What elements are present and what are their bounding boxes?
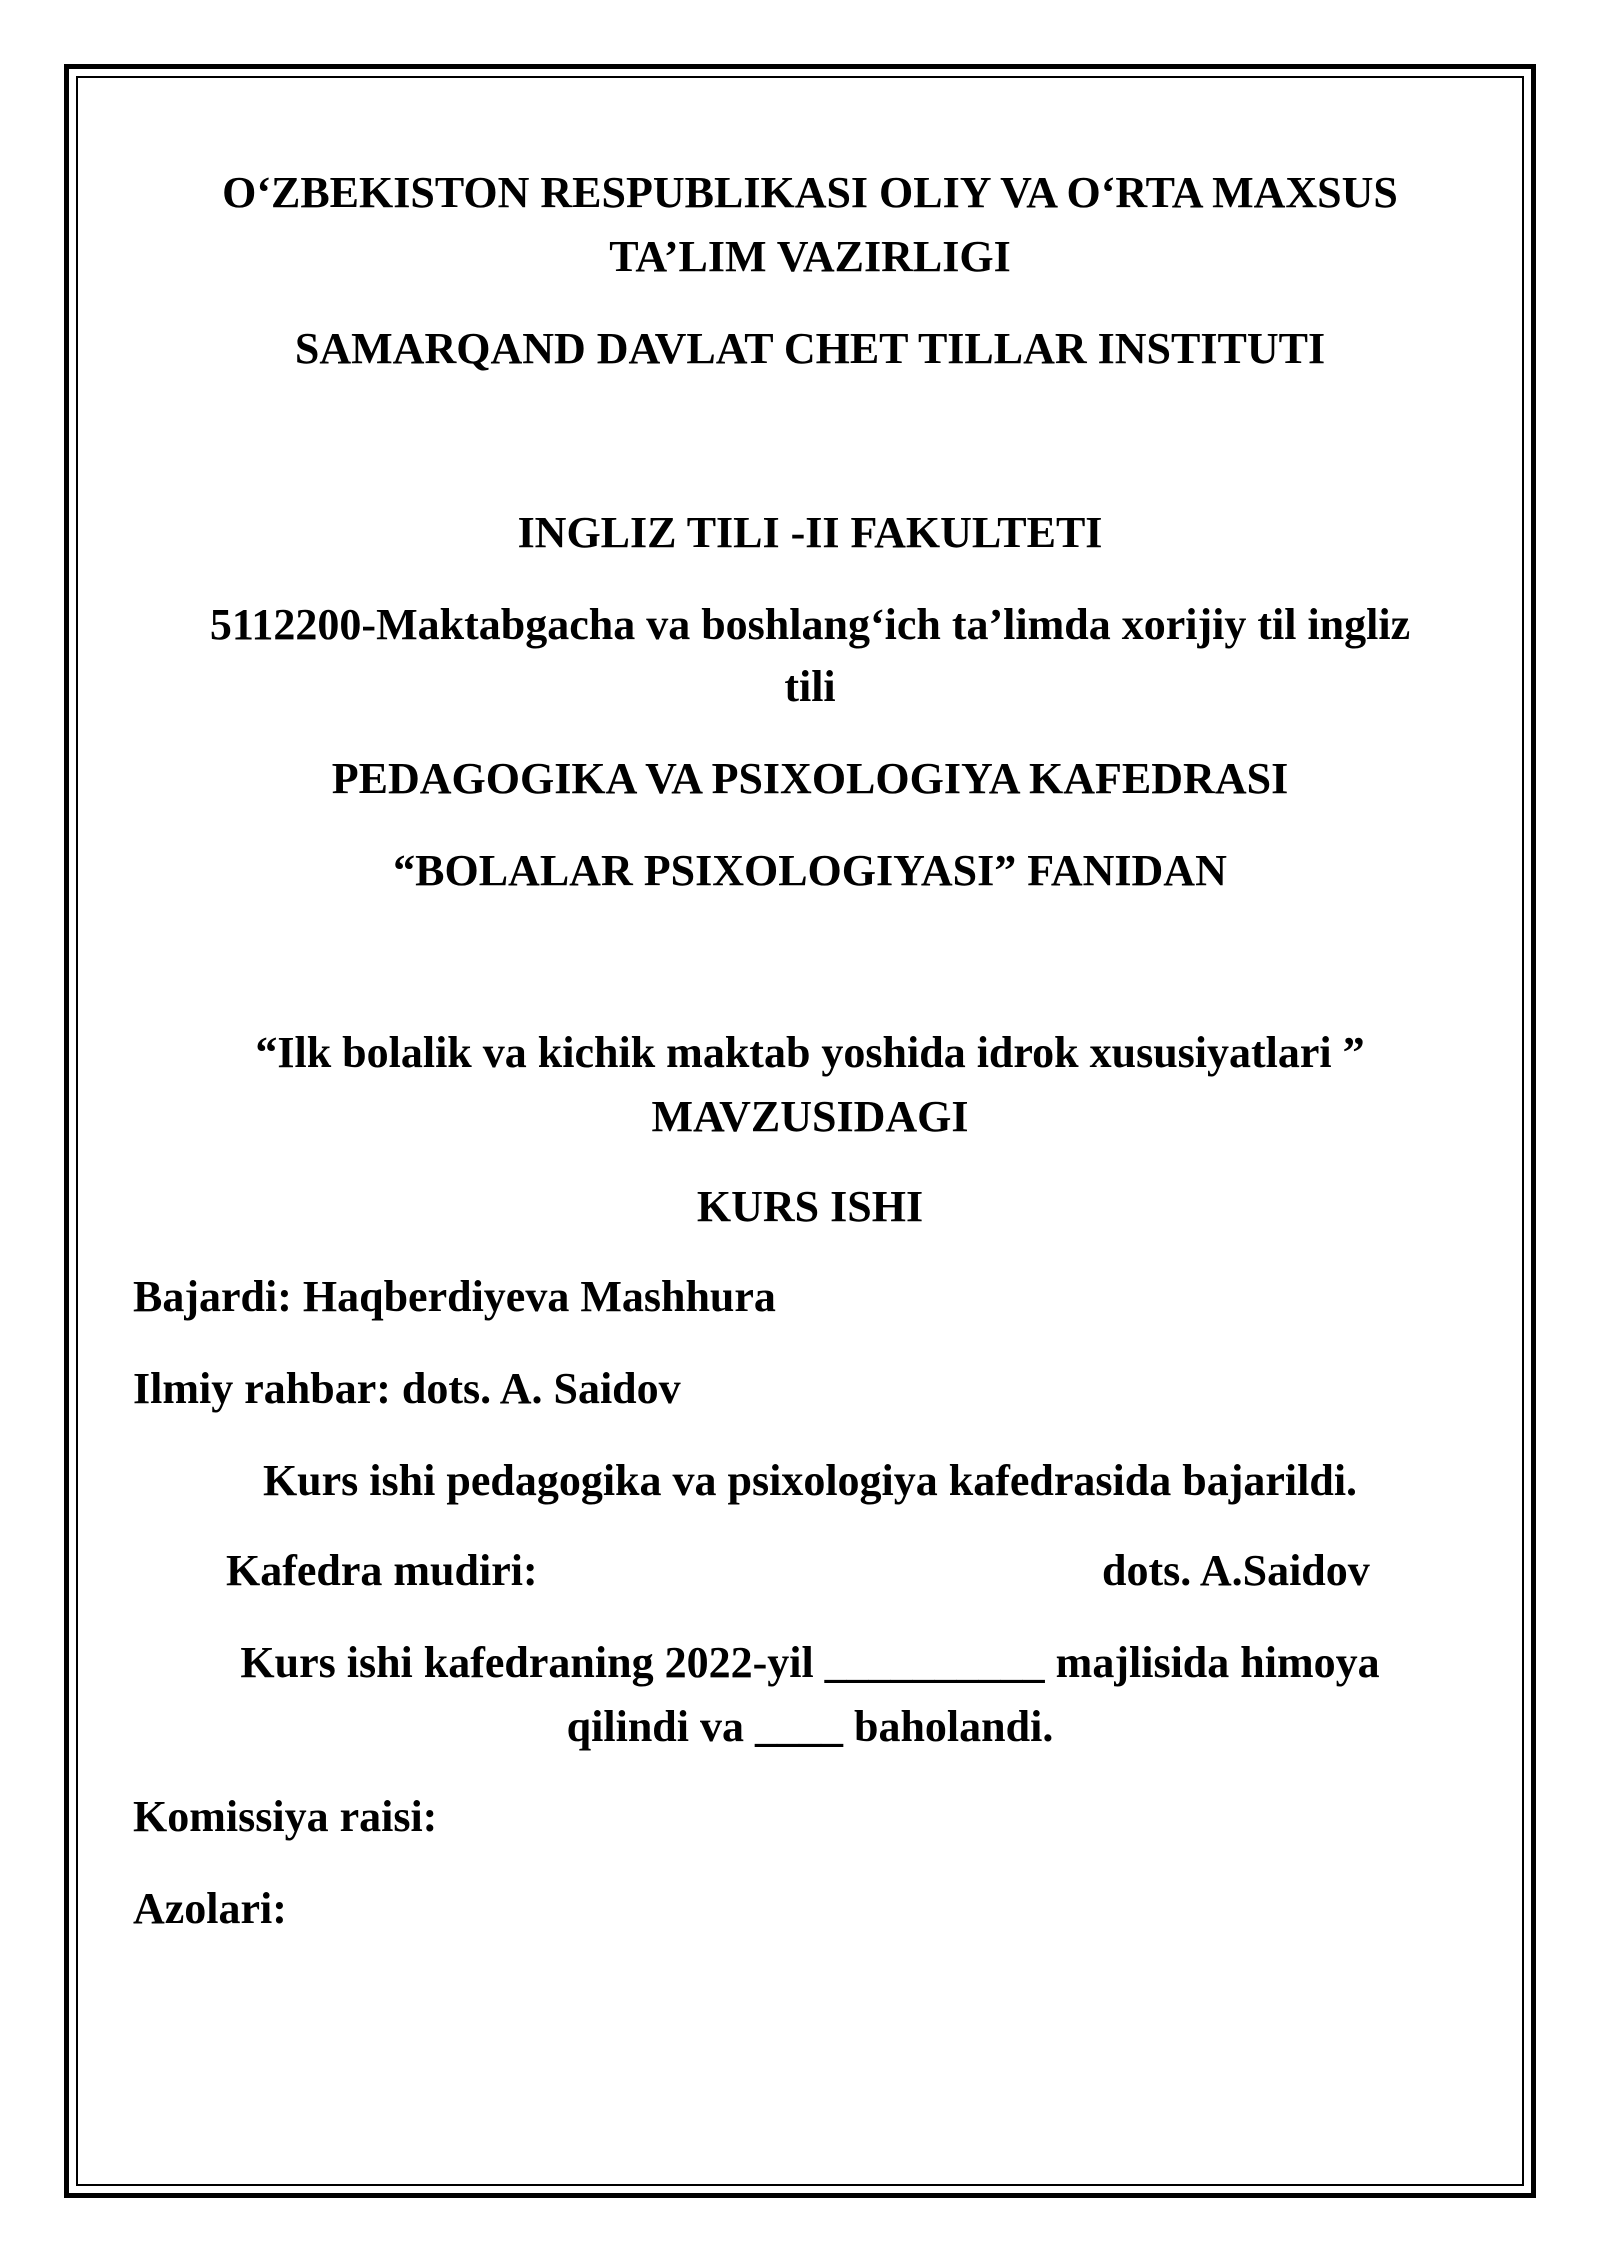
defense-line1: Kurs ishi kafedraning 2022-yil __________ majlisida himoya [240,1638,1380,1687]
faculty-name: INGLIZ TILI -II FAKULTETI [517,508,1103,557]
department-head-name: dots. A.Saidov [1102,1546,1370,1595]
specialty-line2: tili [784,662,836,711]
topic-title-line2: MAVZUSIDAGI [651,1092,969,1141]
institute-name: SAMARQAND DAVLAT CHET TILLAR INSTITUTI [294,324,1326,373]
ministry-title-line1: O‘ZBEKISTON RESPUBLIKASI OLIY VA O‘RTA MAXSUS [222,168,1398,217]
ministry-title-line2: TA’LIM VAZIRLIGI [609,232,1011,281]
department-head-label: Kafedra mudiri: [226,1546,538,1595]
commission-chair: Komissiya raisi: [133,1792,438,1841]
performer: Bajardi: Haqberdiyeva Mashhura [133,1272,776,1321]
supervisor: Ilmiy rahbar: dots. A. Saidov [133,1364,681,1413]
commission-members: Azolari: [133,1884,287,1933]
topic-title-line1: “Ilk bolalik va kichik maktab yoshida idrok xususiyatlari ” [255,1028,1365,1077]
work-type: KURS ISHI [696,1182,924,1231]
department-name: PEDAGOGIKA VA PSIXOLOGIYA KAFEDRASI [331,754,1289,803]
department-head-row [120,1542,1500,1602]
completed-note: Kurs ishi pedagogika va psixologiya kafedrasida bajarildi. [262,1456,1358,1505]
subject-name: “BOLALAR PSIXOLOGIYASI” FANIDAN [393,846,1227,895]
defense-line2: qilindi va ____ baholandi. [566,1702,1054,1751]
specialty-line1: 5112200-Maktabgacha va boshlang‘ich ta’limda xorijiy til ingliz [209,600,1411,649]
